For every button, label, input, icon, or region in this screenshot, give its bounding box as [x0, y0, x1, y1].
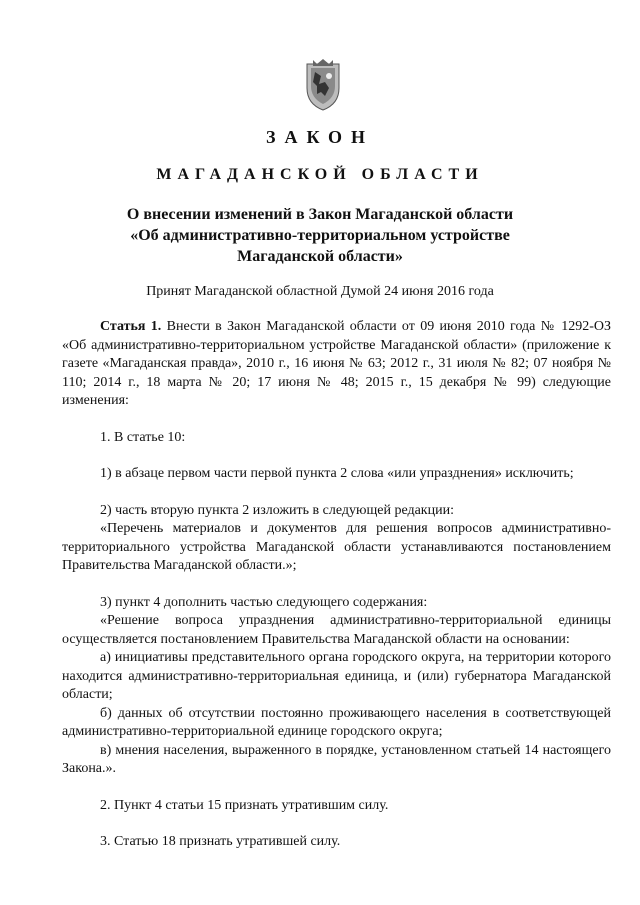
paragraph-3: 2) часть вторую пункта 2 изложить в следующей редакции: [100, 502, 454, 518]
subtitle-line-1: О внесении изменений в Закон Магаданской области [126, 206, 514, 223]
article-label: Статья 1. [100, 319, 162, 334]
article-text: Внести в Закон Магаданской области от 09 июня 2010 года № 1292-ОЗ «Об административно-территориальном устройстве Магаданской области» (приложение к газете «Магаданская правда», 2010 г., 16 июня № 63; 2012 г., 31 июля № 82; 07 ноября № 110; 2014 г., 18 марта № 20; 17 июня № 48; 2015 г., 15 декабря № 99) следующие изменения: [62, 319, 612, 408]
paragraph-6: «Решение вопроса упразднения административно-территориальной единицы осуществляется постановлением Правительства Магаданской области на основании: [62, 613, 611, 647]
paragraph-8: б) данных об отсутствии постоянно проживающего населения в соответствующей административно-территориальной единице городского округа; [62, 705, 611, 739]
subtitle-line-2: «Об административно-территориальном устройстве [130, 227, 510, 244]
adoption-note: Принят Магаданской областной Думой 24 июня 2016 года [146, 284, 494, 299]
subtitle-line-3: Магаданской области» [237, 248, 403, 265]
paragraph-4: «Перечень материалов и документов для решения вопросов административно-территориального устройства Магаданской области устанавливаются постановлением Правительства Магаданской области.»; [62, 521, 611, 573]
document-title: ЗАКОН [265, 127, 375, 147]
paragraph-11: 3. Статью 18 признать утратившей силу. [100, 834, 341, 849]
paragraph-1: 1. В статье 10: [100, 429, 186, 445]
paragraph-9: в) мнения населения, выраженного в порядке, установленном статьей 14 настоящего Закона.». [62, 742, 611, 776]
coat-of-arms-icon [303, 58, 343, 111]
article-1 [62, 318, 611, 411]
paragraph-2: 1) в абзаце первом части первой пункта 2 слова «или упразднения» исключить; [100, 466, 574, 481]
paragraph-5: 3) пункт 4 дополнить частью следующего содержания: [100, 594, 428, 610]
paragraph-7: а) инициативы представительного органа городского округа, на территории которого находится административно-территориальная единица, и (или) губернатора Магаданской области; [62, 650, 611, 702]
document-region: МАГАДАНСКОЙ ОБЛАСТИ [156, 166, 484, 183]
document-subtitle [80, 204, 560, 267]
document-body [62, 318, 611, 852]
paragraph-10: 2. Пункт 4 статьи 15 признать утратившим силу. [100, 797, 389, 813]
